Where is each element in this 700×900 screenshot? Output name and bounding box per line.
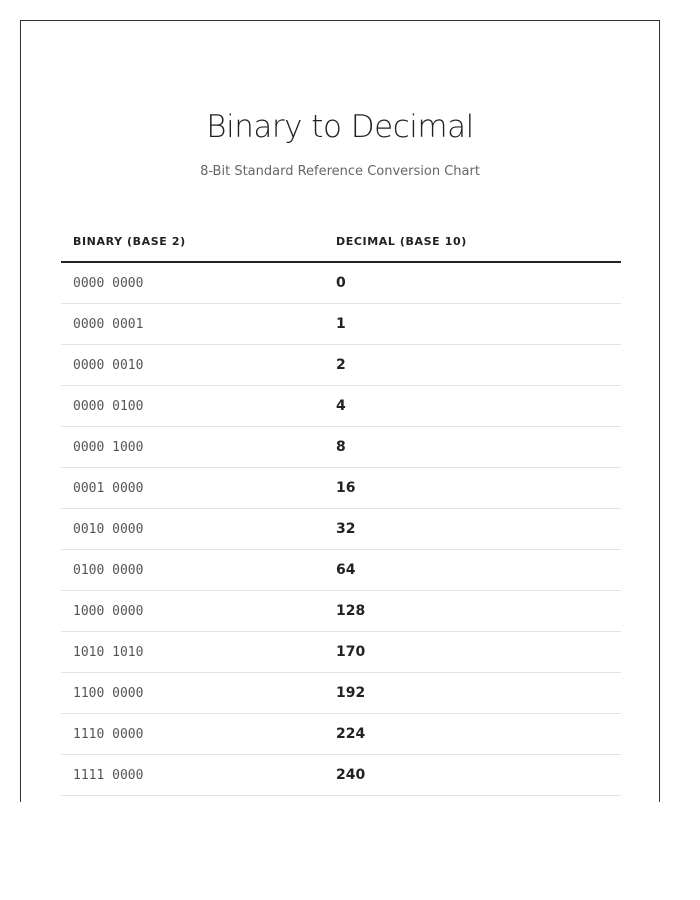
table-row	[61, 591, 621, 632]
table-row	[61, 755, 621, 796]
binary-cell: 0000 0010	[61, 345, 324, 386]
decimal-cell: 4	[324, 386, 621, 427]
decimal-cell: 16	[324, 468, 621, 509]
table-header	[61, 221, 621, 262]
binary-cell: 1111 0000	[61, 755, 324, 796]
binary-cell: 1010 1010	[61, 632, 324, 673]
table-row	[61, 262, 621, 304]
table-header-row	[61, 221, 621, 262]
binary-cell: 0000 0000	[61, 262, 324, 304]
table-row	[61, 304, 621, 345]
page-title: Binary to Decimal	[206, 109, 474, 145]
decimal-cell: 128	[324, 591, 621, 632]
decimal-cell: 32	[324, 509, 621, 550]
table-row	[61, 509, 621, 550]
table-row	[61, 386, 621, 427]
binary-cell: 0100 0000	[61, 550, 324, 591]
binary-column-header: BINARY (BASE 2)	[61, 221, 324, 262]
table-row	[61, 468, 621, 509]
binary-cell: 1110 0000	[61, 714, 324, 755]
binary-cell: 0010 0000	[61, 509, 324, 550]
decimal-cell: 192	[324, 673, 621, 714]
table-row	[61, 714, 621, 755]
table-row	[61, 673, 621, 714]
decimal-cell: 240	[324, 755, 621, 796]
binary-cell: 1000 0000	[61, 591, 324, 632]
table-row	[61, 632, 621, 673]
reference-card	[20, 20, 660, 802]
decimal-column-header: DECIMAL (BASE 10)	[324, 221, 621, 262]
table-row	[61, 345, 621, 386]
conversion-table	[61, 221, 621, 796]
page-subtitle: 8-Bit Standard Reference Conversion Chart	[200, 164, 480, 179]
table-body	[61, 262, 621, 796]
decimal-cell: 64	[324, 550, 621, 591]
decimal-cell: 0	[324, 262, 621, 304]
binary-cell: 0000 0001	[61, 304, 324, 345]
decimal-cell: 170	[324, 632, 621, 673]
table-row	[61, 427, 621, 468]
decimal-cell: 2	[324, 345, 621, 386]
binary-cell: 0001 0000	[61, 468, 324, 509]
binary-cell: 0000 0100	[61, 386, 324, 427]
decimal-cell: 8	[324, 427, 621, 468]
decimal-cell: 1	[324, 304, 621, 345]
decimal-cell: 224	[324, 714, 621, 755]
binary-cell: 0000 1000	[61, 427, 324, 468]
table-row	[61, 550, 621, 591]
binary-cell: 1100 0000	[61, 673, 324, 714]
